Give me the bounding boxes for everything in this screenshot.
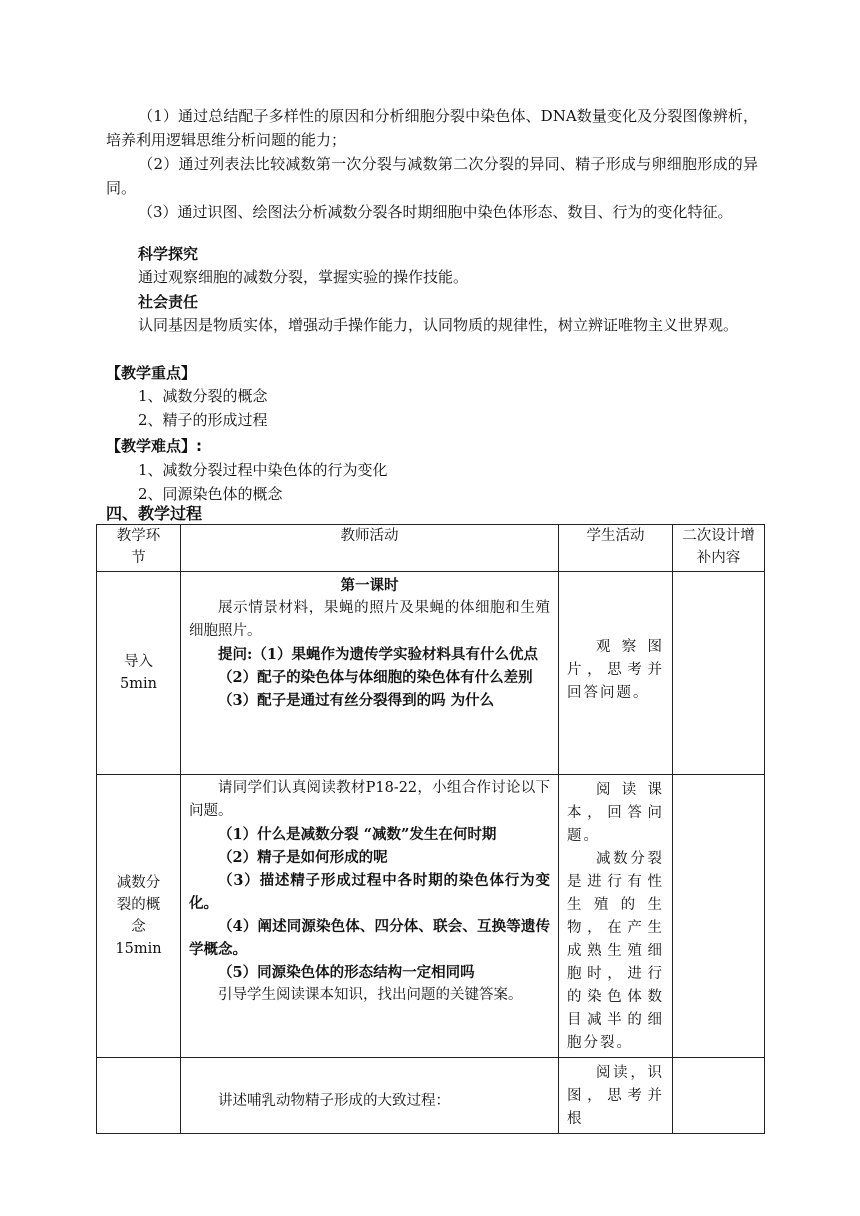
teacher-question: （1）什么是减数分裂 “减数”发生在何时期 [218, 826, 497, 843]
key-point-item: 2、精子的形成过程 [138, 411, 268, 429]
student-activity-cell [559, 572, 673, 775]
teacher-intro: 请同学们认真阅读教材P18-22，小组合作讨论以下问题。 [189, 780, 550, 819]
key-points-heading: 【教学重点】 [106, 364, 197, 382]
teacher-question: 提问:（1）果蝇作为遗传学实验材料具有什么优点 [218, 646, 538, 663]
teacher-intro: 展示情景材料，果蝇的照片及果蝇的体细胞和生殖细胞照片。 [189, 600, 550, 639]
stage-cell [97, 775, 181, 1058]
student-activity-text: 减数分裂是进行有性生殖的生物，在产生成熟生殖细胞时，进行的染色体数目减半的细胞分裂。 [567, 851, 664, 1051]
extra-cell [673, 1058, 765, 1134]
stage-cell [97, 1058, 181, 1134]
teacher-question: （5）同源染色体的形态结构一定相同吗 [218, 964, 475, 981]
extra-cell [673, 775, 765, 1058]
student-activity-text: 阅读，识图，思考并根 [567, 1065, 664, 1127]
table-row [97, 572, 765, 775]
key-point-item: 1、减数分裂的概念 [138, 387, 268, 405]
difficult-point-item: 1、减数分裂过程中染色体的行为变化 [138, 461, 388, 479]
teacher-guide: 引导学生阅读课本知识，找出问题的关键答案。 [218, 987, 523, 1003]
table-header-row [97, 525, 765, 572]
objective-paragraph-3: （3）通过识图、绘图法分析减数分裂各时期细胞中染色体形态、数目、行为的变化特征。 [138, 203, 733, 221]
student-activity-cell [559, 1058, 673, 1134]
header-student: 学生活动 [559, 525, 673, 572]
header-extra: 二次设计增补内容 [673, 525, 765, 572]
teaching-process-heading: 四、教学过程 [106, 504, 203, 523]
teacher-activity-cell [181, 1058, 559, 1134]
stage-name: 减数分裂的概念 [116, 875, 161, 935]
teacher-question: （3）描述精子形成过程中各时期的染色体行为变化。 [189, 872, 550, 912]
student-activity-cell [559, 775, 673, 1058]
teacher-question: （2）精子是如何形成的呢 [218, 849, 388, 866]
teacher-activity-cell [181, 572, 559, 775]
difficult-points-heading: 【教学难点】: [106, 437, 202, 455]
difficult-point-item: 2、同源染色体的概念 [138, 485, 283, 503]
teacher-question: （4）阐述同源染色体、四分体、联会、互换等遗传学概念。 [189, 918, 550, 958]
objective-paragraph-2: （2）通过列表法比较减数第一次分裂与减数第二次分裂的异同、精子形成与卵细胞形成的异同。 [106, 155, 758, 197]
teacher-intro: 讲述哺乳动物精子形成的大致过程： [218, 1093, 450, 1109]
objective-paragraph-1: （1）通过总结配子多样性的原因和分析细胞分裂中染色体、DNA数量变化及分裂图像辨析，培养利用逻辑思维分析问题的能力； [106, 107, 758, 149]
table-row [97, 1058, 765, 1134]
teaching-process-table [96, 524, 765, 1134]
student-activity-text: 阅读课本，回答问题。 [567, 782, 664, 844]
header-teacher: 教师活动 [181, 525, 559, 572]
social-responsibility-heading: 社会责任 [138, 293, 199, 311]
stage-time: 5min [120, 676, 157, 692]
science-inquiry-heading: 科学探究 [138, 245, 199, 263]
stage-name: 导入 [124, 654, 153, 670]
lesson-title: 第一课时 [340, 577, 399, 594]
stage-cell [97, 572, 181, 775]
table-row [97, 775, 765, 1058]
social-responsibility-text: 认同基因是物质实体，增强动手操作能力，认同物质的规律性，树立辨证唯物主义世界观。 [138, 316, 739, 334]
science-inquiry-text: 通过观察细胞的减数分裂，掌握实验的操作技能。 [138, 268, 469, 286]
teacher-activity-cell [181, 775, 559, 1058]
teacher-question: （2）配子的染色体与体细胞的染色体有什么差别 [218, 669, 533, 686]
header-stage: 教学环节 [97, 525, 181, 572]
teacher-question: （3）配子是通过有丝分裂得到的吗 为什么 [218, 692, 495, 709]
student-activity-text: 观察图片，思考并回答问题。 [567, 639, 664, 701]
stage-time: 15min [115, 941, 162, 957]
extra-cell [673, 572, 765, 775]
